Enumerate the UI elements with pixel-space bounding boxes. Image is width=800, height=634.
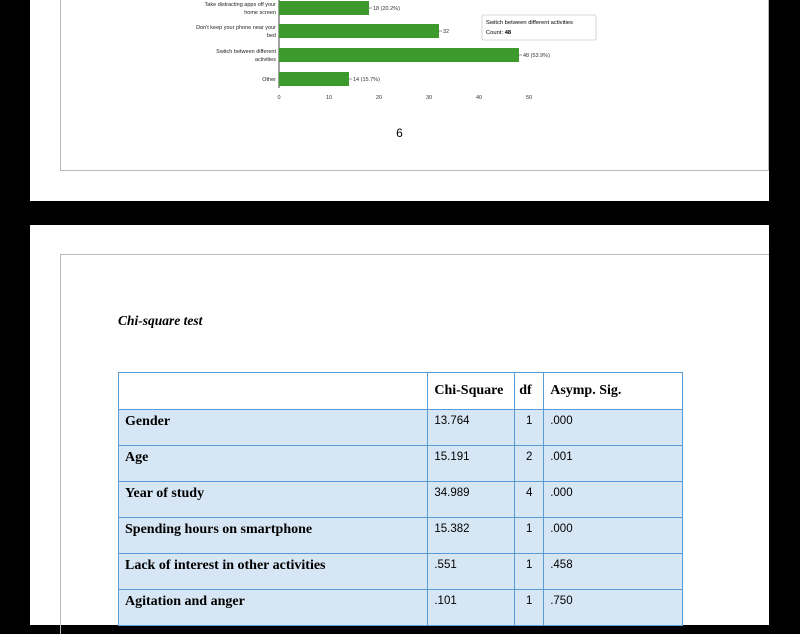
chi-square-value: 13.764 — [428, 410, 515, 446]
asymp-sig-value: .000 — [544, 518, 683, 554]
category-label: activities — [254, 57, 276, 63]
x-tick-label: 50 — [525, 95, 533, 101]
header-chi-square: Chi-Square — [428, 373, 515, 410]
category-label: home screen — [244, 10, 276, 16]
asymp-sig-value: .458 — [544, 554, 683, 590]
table-row — [119, 590, 683, 626]
row-label: Age — [119, 446, 428, 482]
df-value: 1 — [515, 554, 544, 590]
tooltip-count-label: Count: 48 — [486, 30, 512, 36]
section-title: Chi-square test — [118, 313, 203, 328]
df-value: 1 — [515, 590, 544, 626]
header-asymp-sig: Asymp. Sig. — [544, 373, 683, 410]
tooltip-box — [482, 15, 596, 40]
tooltip-title: Switch between different activities — [486, 20, 573, 26]
data-label: 48 (53.9%) — [523, 53, 550, 59]
asymp-sig-value: .000 — [544, 482, 683, 518]
x-tick-label: 0 — [277, 95, 281, 101]
table-row — [119, 446, 683, 482]
chi-square-value: 15.382 — [428, 518, 515, 554]
category-label: Switch between different — [216, 49, 276, 55]
x-tick-label: 10 — [325, 95, 333, 101]
chi-square-table — [118, 372, 683, 626]
category-label: Other — [262, 77, 276, 83]
category-label: Take distracting apps off your — [204, 2, 276, 8]
category-label: Don't keep your phone near your — [196, 25, 276, 31]
x-tick-label: 40 — [475, 95, 483, 101]
df-value: 1 — [515, 518, 544, 554]
chi-square-value: 34.989 — [428, 482, 515, 518]
chi-square-value: 15.191 — [428, 446, 515, 482]
asymp-sig-value: .750 — [544, 590, 683, 626]
table-row — [119, 482, 683, 518]
bar — [279, 48, 519, 62]
row-label: Lack of interest in other activities — [119, 554, 428, 590]
bar-chart — [30, 0, 769, 140]
df-value: 2 — [515, 446, 544, 482]
header-df: df — [515, 373, 544, 410]
row-label: Gender — [119, 410, 428, 446]
data-label: 14 (15.7%) — [353, 77, 380, 83]
chi-square-value: .101 — [428, 590, 515, 626]
x-tick-label: 30 — [425, 95, 433, 101]
table-header-row — [119, 373, 683, 410]
page-number: 6 — [396, 126, 403, 140]
data-label: 18 (20.2%) — [373, 6, 400, 12]
bar — [279, 1, 369, 15]
header-cell-empty — [119, 373, 428, 410]
x-tick-label: 20 — [375, 95, 383, 101]
document-page-1 — [30, 0, 769, 201]
category-label: bed — [266, 33, 276, 39]
asymp-sig-value: .001 — [544, 446, 683, 482]
df-value: 1 — [515, 410, 544, 446]
document-page-2 — [30, 225, 769, 625]
table-row — [119, 518, 683, 554]
table-row — [119, 554, 683, 590]
asymp-sig-value: .000 — [544, 410, 683, 446]
row-label: Spending hours on smartphone — [119, 518, 428, 554]
table-row — [119, 410, 683, 446]
row-label: Agitation and anger — [119, 590, 428, 626]
df-value: 4 — [515, 482, 544, 518]
data-label: 32 — [443, 29, 450, 35]
bar — [279, 72, 349, 86]
row-label: Year of study — [119, 482, 428, 518]
bar — [279, 24, 439, 38]
chi-square-value: .551 — [428, 554, 515, 590]
